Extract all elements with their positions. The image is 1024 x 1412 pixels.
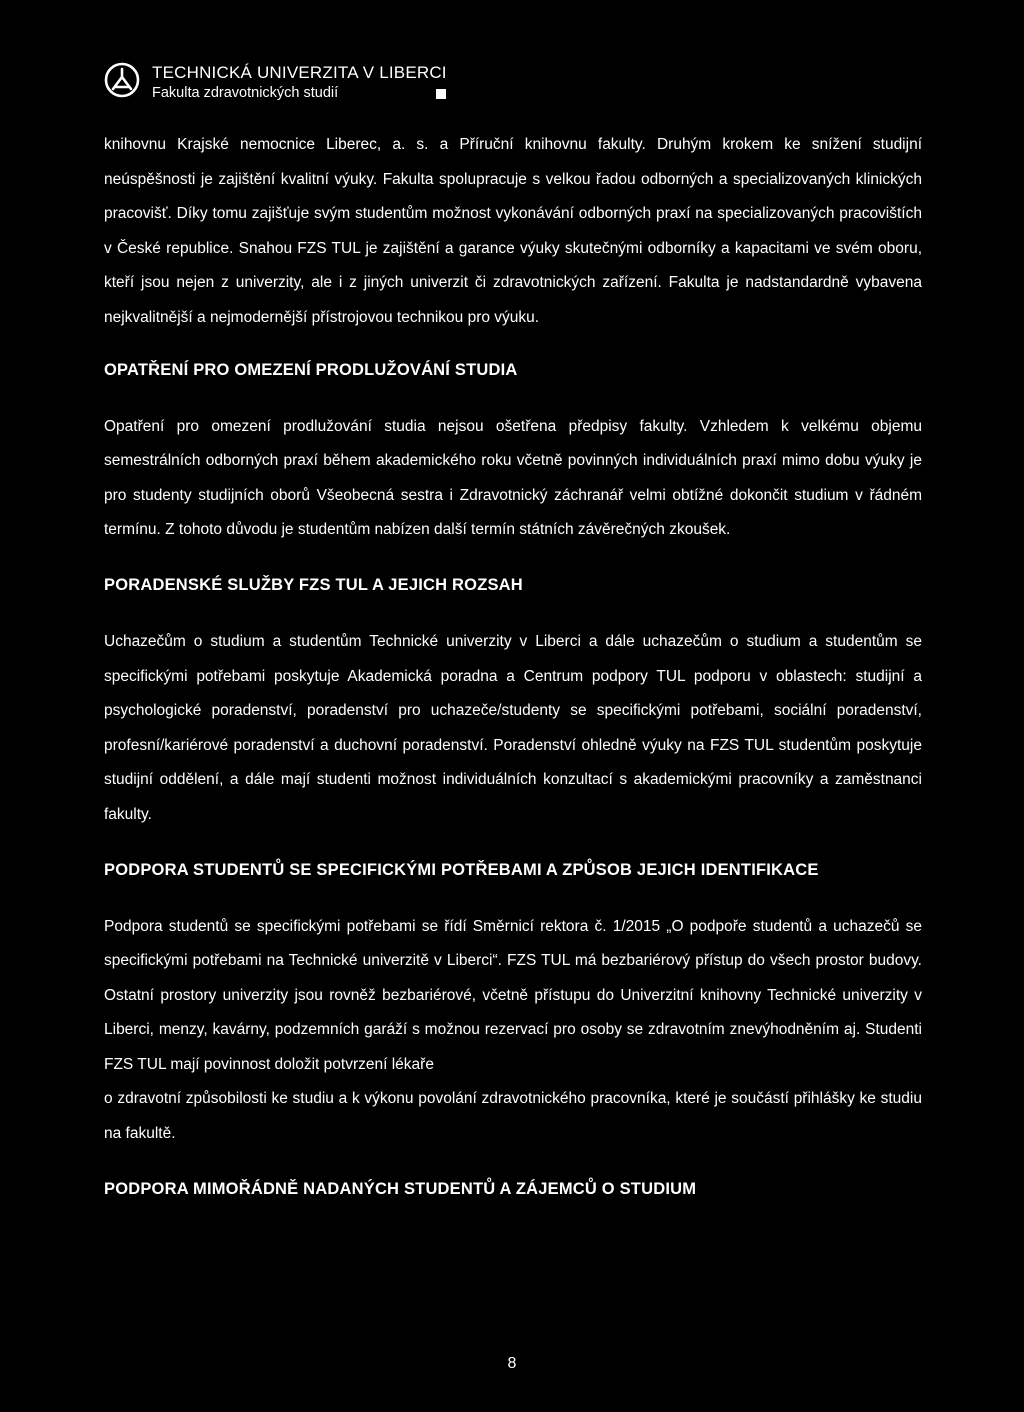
paragraph-counseling: Uchazečům o studium a studentům Technické univerzity v Liberci a dále uchazečům o studium a studentům se specifickými potřebami poskytuje Akademická poradna a Centrum podpory TUL podporu v oblastech: studijní a psychologické poradenství, poradenství pro uchazeče/studenty se specifickými potřebami, sociální poradenství, profesní/kariérové poradenství a duchovní poradenství. Poradenství ohledně výuky na FZS TUL studentům poskytuje studijní oddělení, a dále mají studenti možnost individuálních konzultací s akademickými pracovníky a zaměstnanci fakulty.: [104, 632, 922, 823]
university-name: TECHNICKÁ UNIVERZITA V LIBERCI: [152, 63, 447, 82]
paragraph-library: knihovnu Krajské nemocnice Liberec, a. s. a Příruční knihovnu fakulty. Druhým krokem ke snížení studijní neúspěšnosti je zajištění kvalitní výuky. Fakulta spolupracuje s velkou řadou odborných a specializovaných klinických pracovišť. Díky tomu zajišťuje svým studentům možnost vykonávání odborných praxí na specializovaných pracovištích v České republice. Snahou FZS TUL je zajištění a garance výuky skutečnými odborníky a kapacitami ve svém oboru, kteří jsou nejen z univerzity, ale i z jiných univerzit či zdravotnických zařízení. Fakulta je nadstandardně vybavena nejkvalitnější a nejmodernější přístrojovou technikou pro výuku.: [104, 136, 922, 326]
paragraph-study-extension: Opatření pro omezení prodlužování studia nejsou ošetřena předpisy fakulty. Vzhledem k velkému objemu semestrálních odborných praxí během akademického roku včetně povinných individuálních praxí mimo dobu výuky je pro studenty studijních oborů Všeobecná sestra i Zdravotnický záchranář velmi obtížné dokončit studium v řádném termínu. Z tohoto důvodu je studentům nabízen další termín státních závěrečných zkoušek.: [104, 417, 922, 539]
heading-special-needs: PODPORA STUDENTŮ SE SPECIFICKÝMI POTŘEBAMI A ZPŮSOB JEJICH IDENTIFIKACE: [104, 860, 819, 879]
page-number: 8: [507, 1355, 517, 1372]
document-body: [104, 128, 922, 1199]
paragraph-special-needs: Podpora studentů se specifickými potřebami se řídí Směrnicí rektora č. 1/2015 „O podpoře studentů a uchazečů se specifickými potřebami na Technické univerzitě v Liberci“. FZS TUL má bezbariérový přístup do všech prostor budovy. Ostatní prostory univerzity jsou rovněž bezbariérové, včetně přístupu do Univerzitní knihovny Technické univerzity v Liberci, menzy, kavárny, podzemních garáží s možnou rezervací pro osoby se zdravotním znevýhodněním aj. Studenti FZS TUL mají povinnost doložit potvrzení lékaře: [104, 917, 922, 1073]
faculty-name: Fakulta zdravotnických studií: [152, 85, 339, 101]
heading-gifted-students: PODPORA MIMOŘÁDNĚ NADANÝCH STUDENTŮ A ZÁJEMCŮ O STUDIUM: [104, 1179, 697, 1198]
paragraph-special-needs-cont: o zdravotní způsobilosti ke studiu a k výkonu povolání zdravotnického pracovníka, které je součástí přihlášky ke studiu na fakultě.: [104, 1090, 922, 1143]
tul-logo-icon: [104, 62, 140, 98]
square-bullet-icon: [436, 89, 446, 99]
page-header: [104, 60, 449, 110]
heading-counseling: PORADENSKÉ SLUŽBY FZS TUL A JEJICH ROZSAH: [104, 575, 523, 594]
heading-study-extension: OPATŘENÍ PRO OMEZENÍ PRODLUŽOVÁNÍ STUDIA: [104, 360, 518, 379]
